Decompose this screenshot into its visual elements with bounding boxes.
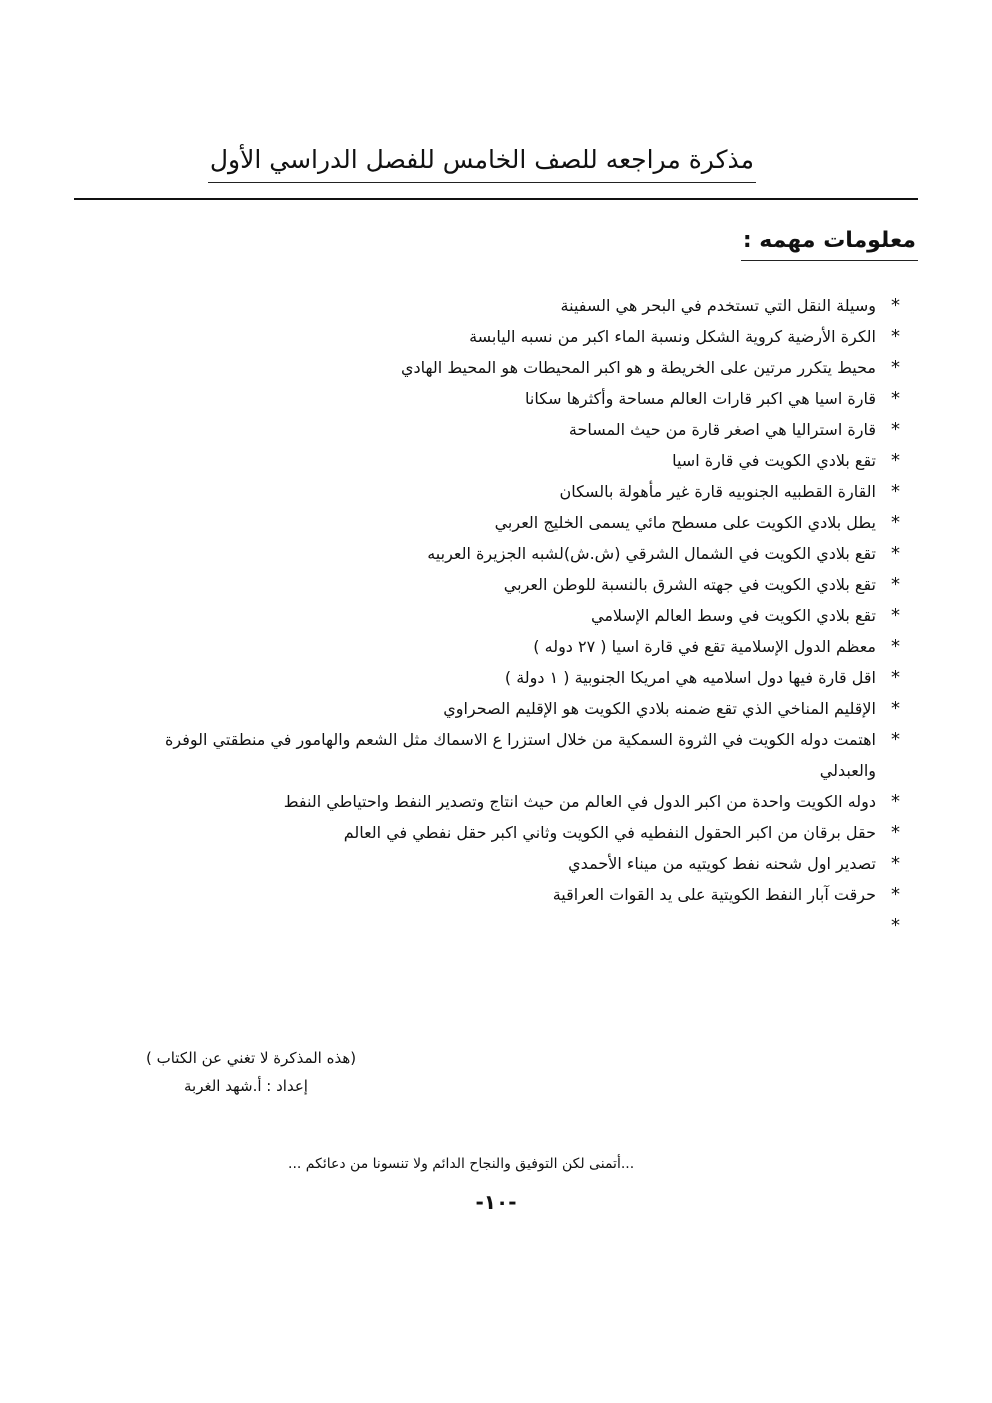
bullet-star-icon: * <box>891 326 900 347</box>
disclaimer-note: (هذه المذكرة لا تغني عن الكتاب ) <box>146 1049 357 1067</box>
list-item <box>130 786 900 817</box>
list-item <box>130 507 900 538</box>
list-item <box>130 383 900 414</box>
bullet-star-icon: * <box>891 450 900 471</box>
list-item-empty <box>130 910 900 941</box>
fact-text: محيط يتكرر مرتين على الخريطة و هو اكبر المحيطات هو المحيط الهادي <box>401 358 876 377</box>
bullet-star-icon: * <box>891 667 900 688</box>
bullet-star-icon: * <box>891 605 900 626</box>
facts-list <box>130 290 900 941</box>
list-item <box>130 414 900 445</box>
bullet-star-icon: * <box>891 915 900 936</box>
list-item <box>130 445 900 476</box>
bullet-star-icon: * <box>891 698 900 719</box>
fact-text: معظم الدول الإسلامية تقع في قارة اسيا ( ٢٧ دوله ) <box>533 637 876 656</box>
list-item <box>130 476 900 507</box>
author-credit: إعداد : أ.شهد الغربة <box>184 1077 308 1095</box>
bullet-star-icon: * <box>891 729 900 750</box>
list-item <box>130 879 900 910</box>
fact-text: تصدير اول شحنه نفط كويتيه من ميناء الأحمدي <box>568 854 876 873</box>
fact-text: دوله الكويت واحدة من اكبر الدول في العالم من حيث انتاج وتصدير النفط واحتياطي النفط <box>283 792 876 811</box>
header-divider <box>74 198 918 200</box>
fact-text: القارة القطبيه الجنوبيه قارة غير مأهولة بالسكان <box>559 482 876 501</box>
bullet-star-icon: * <box>891 357 900 378</box>
fact-text: تقع بلادي الكويت في الشمال الشرقي (ش.ش)لشبه الجزيرة العربيه <box>427 544 876 563</box>
bullet-star-icon: * <box>891 481 900 502</box>
list-item <box>130 352 900 383</box>
fact-text: قارة استراليا هي اصغر قارة من حيث المساحة <box>568 420 876 439</box>
list-item <box>130 631 900 662</box>
list-item <box>130 693 900 724</box>
list-item <box>130 290 900 321</box>
list-item <box>130 538 900 569</box>
bullet-star-icon: * <box>891 884 900 905</box>
bullet-star-icon: * <box>891 574 900 595</box>
fact-text: حقل برقان من اكبر الحقول النفطيه في الكويت وثاني اكبر حقل نفطي في العالم <box>343 823 876 842</box>
page-number: -١٠- <box>475 1190 517 1214</box>
fact-text: اقل قارة فيها دول اسلاميه هي امريكا الجنوبية ( ١ دولة ) <box>504 668 876 687</box>
bullet-star-icon: * <box>891 543 900 564</box>
bullet-star-icon: * <box>891 295 900 316</box>
list-item <box>130 848 900 879</box>
section-heading: معلومات مهمه : <box>741 222 918 261</box>
list-item <box>130 321 900 352</box>
bullet-star-icon: * <box>891 419 900 440</box>
list-item <box>130 600 900 631</box>
list-item <box>130 817 900 848</box>
bullet-star-icon: * <box>891 853 900 874</box>
list-item <box>130 724 900 786</box>
fact-text: اهتمت دوله الكويت في الثروة السمكية من خلال استزرا ع الاسماك مثل الشعم والهامور في منطقتي الوفرة والعبدلي <box>165 730 876 780</box>
fact-text: الكرة الأرضية كروية الشكل ونسبة الماء اكبر من نسبه اليابسة <box>469 327 876 346</box>
fact-text: تقع بلادي الكويت في جهته الشرق بالنسبة للوطن العربي <box>503 575 876 594</box>
list-item <box>130 569 900 600</box>
bullet-star-icon: * <box>891 388 900 409</box>
fact-text: وسيلة النقل التي تستخدم في البحر هي السفينة <box>560 296 876 315</box>
page-title: مذكرة مراجعه للصف الخامس للفصل الدراسي الأول <box>208 140 756 183</box>
fact-text: يطل بلادي الكويت على مسطح مائي يسمى الخليج العربي <box>494 513 876 532</box>
fact-text: قارة اسيا هي اكبر قارات العالم مساحة وأكثرها سكانا <box>525 389 876 408</box>
bullet-star-icon: * <box>891 822 900 843</box>
bullet-star-icon: * <box>891 791 900 812</box>
fact-text: تقع بلادي الكويت في قارة اسيا <box>672 451 876 470</box>
closing-wishes: ...أتمنى لكن التوفيق والنجاح الدائم ولا تنسونا من دعائكم ... <box>288 1156 635 1172</box>
bullet-star-icon: * <box>891 636 900 657</box>
fact-text: الإقليم المناخي الذي تقع ضمنه بلادي الكويت هو الإقليم الصحراوي <box>443 699 876 718</box>
bullet-star-icon: * <box>891 512 900 533</box>
fact-text: حرقت آبار النفط الكويتية على يد القوات العراقية <box>552 885 876 904</box>
fact-text: تقع بلادي الكويت في وسط العالم الإسلامي <box>591 606 876 625</box>
list-item <box>130 662 900 693</box>
fact-text <box>871 916 876 935</box>
